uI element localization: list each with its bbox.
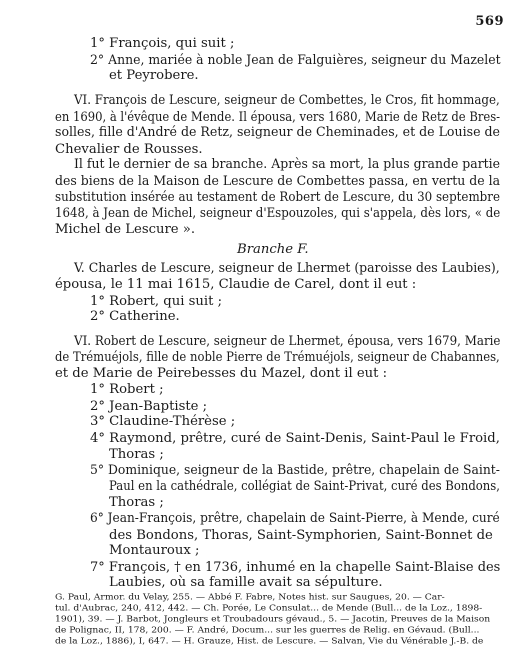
text-line: des Bondons, Thoras, Saint-Symphorien, Saint-Bonnet de	[109, 527, 493, 543]
text-line: Laubies, où sa famille avait sa sépulture.	[109, 575, 383, 591]
footnote-line: 1901), 39. — J. Barbot, Jongleurs et Troubadours gévaud., 5. — Jacotin, Preuves de la Maison	[55, 614, 491, 625]
text-line: épousa, le 11 mai 1615, Claudie de Carel, dont il eut :	[55, 277, 417, 292]
text-line: Thoras ;	[109, 446, 164, 462]
text-line: en 1690, à l'évêque de Mende. Il épousa, vers 1680, Marie de Retz de Bres-	[55, 109, 501, 125]
text-line: 6° Jean-François, prêtre, chapelain de Saint-Pierre, à Mende, curé	[90, 510, 500, 526]
text-line: substitution insérée au testament de Robert de Lescure, du 30 septembre	[55, 189, 500, 205]
text-line: et Peyrobere.	[109, 68, 199, 83]
text-line: solles, fille d'André de Retz, seigneur de Cheminades, et de Louise de	[55, 125, 500, 140]
footnote-line: de la Loz., 1886), I, 647. — H. Grauze, Hist. de Lescure. — Salvan, Vie du Vénérable J.-B. de	[55, 636, 484, 647]
text-line: Thoras ;	[109, 495, 164, 510]
text-line: 3° Claudine-Thérèse ;	[90, 414, 236, 429]
text-line: 7° François, † en 1736, inhumé en la chapelle Saint-Blaise des	[90, 559, 501, 575]
text-line: VI. François de Lescure, seigneur de Combettes, le Cros, fit hommage,	[74, 93, 500, 108]
text-line: Michel de Lescure ».	[55, 221, 196, 237]
text-line: Chevalier de Rousses.	[55, 141, 203, 157]
text-line: 1° François, qui suit ;	[90, 35, 235, 51]
text-line: Paul en la cathédrale, collégiat de Saint-Privat, curé des Bondons,	[109, 478, 500, 494]
text-line: 2° Anne, mariée à noble Jean de Falguières, seigneur du Mazelet	[90, 52, 501, 68]
text-line: des biens de la Maison de Lescure de Combettes passa, en vertu de la	[55, 174, 501, 189]
text-line: 2° Jean-Baptiste ;	[90, 398, 208, 414]
text-line: 1° Robert, qui suit ;	[90, 293, 223, 309]
text-line: et de Marie de Peirebesses du Mazel, dont il eut :	[55, 366, 388, 382]
text-line: de Trémuéjols, fille de noble Pierre de Trémuéjols, seigneur de Chabannes,	[55, 349, 500, 365]
text-line: Il fut le dernier de sa branche. Après sa mort, la plus grande partie	[74, 157, 501, 173]
text-line: 1° Robert ;	[90, 382, 164, 397]
text-line: 2° Catherine.	[90, 309, 180, 324]
text-line: Montauroux ;	[109, 543, 200, 558]
text-line: V. Charles de Lescure, seigneur de Lhermet (paroisse des Laubies),	[74, 261, 500, 277]
footnote-line: de Polignac, II, 178, 200. — F. André, Docum... sur les guerres de Relig. en Gévaud. (Bull...	[55, 625, 480, 636]
text-line: 5° Dominique, seigneur de la Bastide, prêtre, chapelain de Saint-	[90, 463, 500, 478]
page-number: 569	[475, 14, 504, 29]
text-line: 4° Raymond, prêtre, curé de Saint-Denis, Saint-Paul le Froid,	[90, 430, 500, 446]
text-line: 1648, à Jean de Michel, seigneur d'Espouzoles, qui s'appela, dès lors, « de	[55, 206, 501, 221]
text-line: VI. Robert de Lescure, seigneur de Lhermet, épousa, vers 1679, Marie	[74, 334, 501, 349]
footnote-line: tul. d'Aubrac, 240, 412, 442. — Ch. Porée, Le Consulat... de Mende (Bull... de la Loz., 1898-	[55, 603, 483, 614]
section-heading: Branche F.	[237, 242, 309, 257]
footnote-line: G. Paul, Armor. du Velay, 255. — Abbé F. Fabre, Notes hist. sur Saugues, 20. — Car-	[55, 591, 445, 603]
